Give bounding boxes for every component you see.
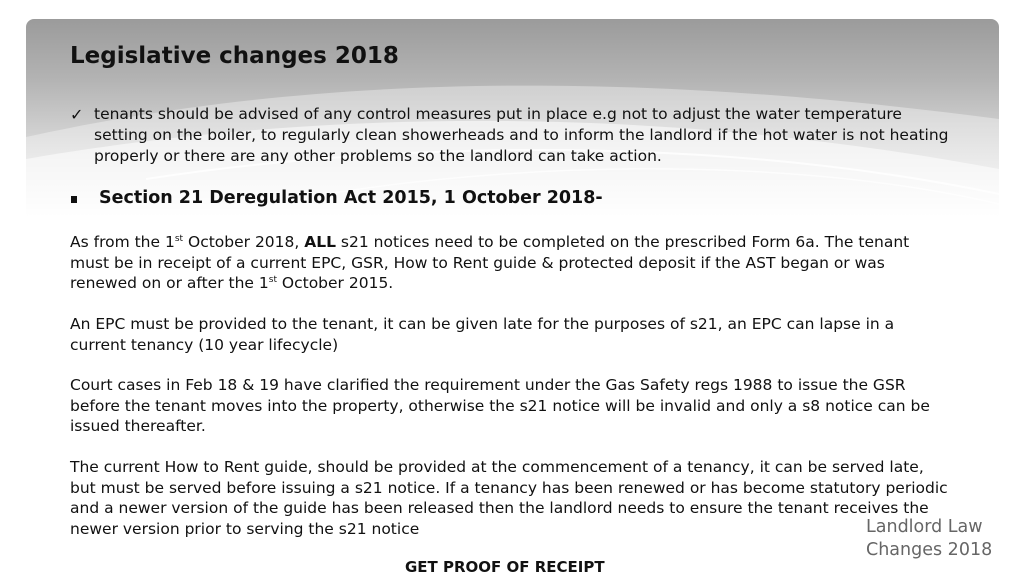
section-heading: Section 21 Deregulation Act 2015, 1 October 2018- [99, 188, 603, 208]
footer-line-1: Landlord Law [866, 517, 983, 537]
slide-title: Legislative changes 2018 [70, 43, 399, 69]
proof-of-receipt: GET PROOF OF RECEIPT [405, 558, 605, 576]
bullet-point-text: tenants should be advised of any control measures put in place e.g not to adjust the water temperature setting on the boiler, to regularly clean showerheads and to inform the landlord if the hot water is not heating properly or there are any other problems so the landlord can take action. [94, 105, 949, 165]
footer-line-2: Changes 2018 [866, 540, 993, 560]
paragraph-epc: An EPC must be provided to the tenant, it can be given late for the purposes of s21, an EPC can lapse in a current tenancy (10 year lifecycle) [70, 315, 895, 354]
paragraph-court-cases: Court cases in Feb 18 & 19 have clarified the requirement under the Gas Safety regs 1988 to issue the GSR before the tenant moves into the property, otherwise the s21 notice will be invalid and only a s8 notice can be issued thereafter. [70, 376, 930, 435]
checkmark-icon: ✓ [70, 105, 84, 124]
paragraph-form-6a: As from the 1st October 2018, ALL s21 notices need to be completed on the prescribed Form 6a. The tenant must be in receipt of a current EPC, GSR, How to Rent guide & protected deposit if the AST began or was renewed on or after the 1st October 2015. [70, 233, 910, 292]
square-bullet-icon [71, 196, 77, 203]
paragraph-how-to-rent: The current How to Rent guide, should be provided at the commencement of a tenancy, it can be served late, but must be served before issuing a s21 notice. If a tenancy has been renewed or has become statutory periodic and a newer version of the guide has been released then the landlord needs to ensure the tenant receives the newer version prior to serving the s21 notice [70, 458, 948, 538]
footer-label [866, 516, 992, 562]
